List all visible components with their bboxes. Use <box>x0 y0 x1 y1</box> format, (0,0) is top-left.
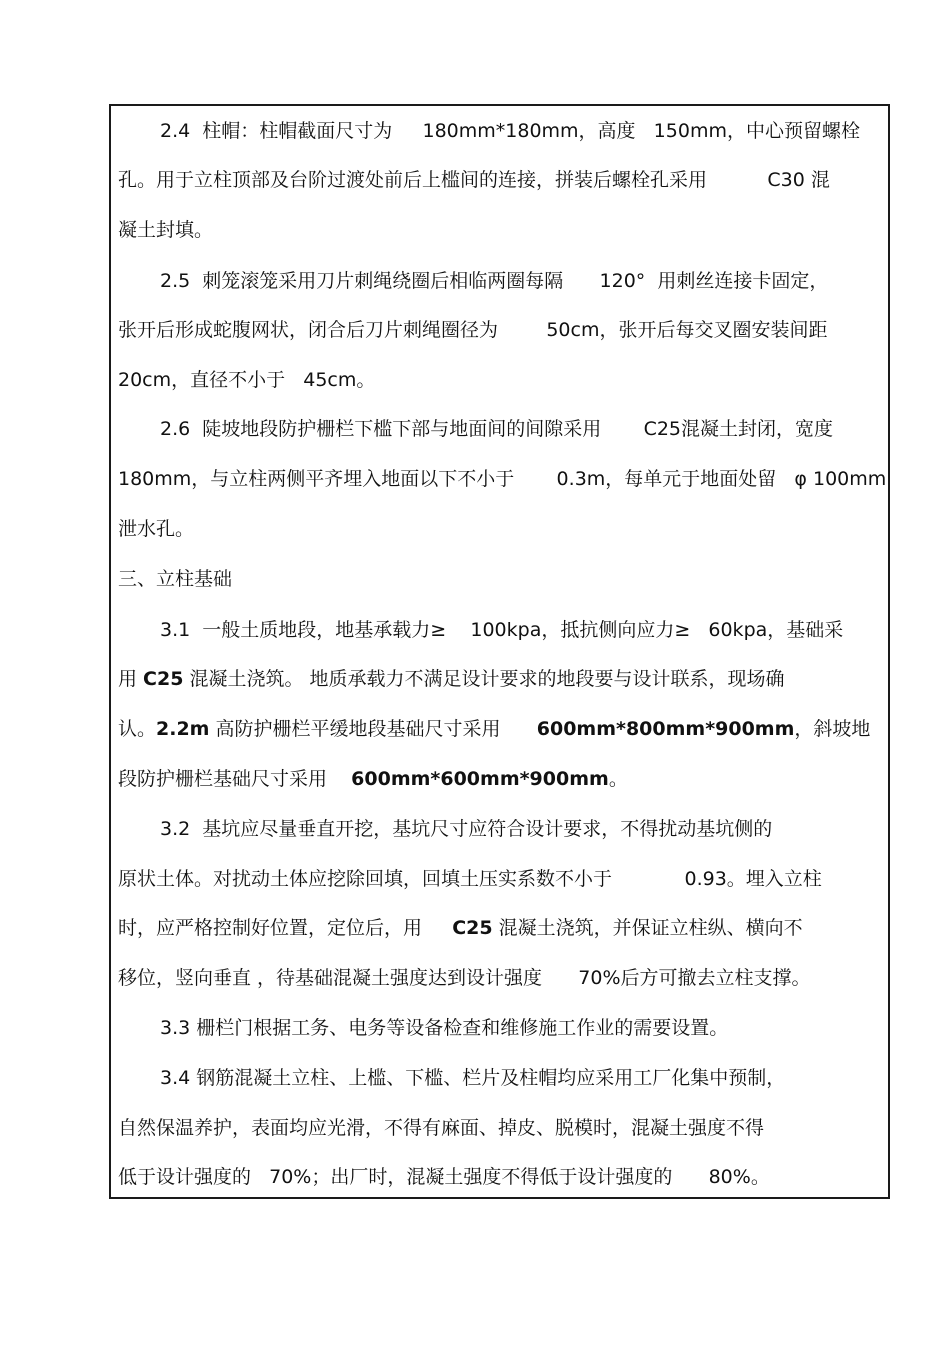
para-2-4-line-2: 孔。用于立柱顶部及台阶过渡处前后上槛间的连接，拼装后螺栓孔采用 C30 混 <box>118 169 830 191</box>
para-2-5-line-1: 2.5 刺笼滚笼采用刀片刺绳绕圈后相临两圈每隔 120° 用刺丝连接卡固定， <box>160 270 829 292</box>
para-3-4-line-2: 自然保温养护，表面均应光滑，不得有麻面、掉皮、脱模时，混凝土强度不得 <box>118 1117 765 1139</box>
para-3-2-line-4: 移位，竖向垂直 ，待基础混凝土强度达到设计强度 70%后方可撤去立柱支撑。 <box>118 967 811 989</box>
para-2-6-line-1: 2.6 陡坡地段防护栅栏下槛下部与地面间的间隙采用 C25混凝土封闭，宽度 <box>160 418 834 440</box>
para-3-2-line-2: 原状土体。对扰动土体应挖除回填，回填土压实系数不小于 0.93。埋入立柱 <box>118 868 822 890</box>
para-2-4-line-1: 2.4 柱帽：柱帽截面尺寸为 180mm*180mm，高度 150mm，中心预留螺栓 <box>160 120 860 142</box>
para-2-6-line-3: 泄水孔。 <box>118 518 195 540</box>
para-3-1-line-2: 用 C25 混凝土浇筑。 地质承载力不满足设计要求的地段要与设计联系，现场确 <box>118 668 785 690</box>
para-2-5-line-2: 张开后形成蛇腹网状，闭合后刀片刺绳圈径为 50cm，张开后每交叉圈安装间距 <box>118 319 828 341</box>
para-2-6-line-2: 180mm，与立柱两侧平齐埋入地面以下不小于 0.3m，每单元于地面处留 φ 100mm <box>118 468 887 490</box>
para-3-1-line-1: 3.1 一般土质地段，地基承载力≥ 100kpa，抵抗侧向应力≥ 60kpa，基础采 <box>160 619 844 641</box>
para-3-4-line-1: 3.4 钢筋混凝土立柱、上槛、下槛、栏片及柱帽均应采用工厂化集中预制， <box>160 1067 786 1089</box>
para-3-2-line-1: 3.2 基坑应尽量垂直开挖，基坑尺寸应符合设计要求，不得扰动基坑侧的 <box>160 818 773 840</box>
para-3-2-line-3: 时，应严格控制好位置，定位后，用 C25 混凝土浇筑，并保证立柱纵、横向不 <box>118 917 803 939</box>
para-2-5-line-3: 20cm，直径不小于 45cm。 <box>118 369 376 391</box>
para-3-4-line-3: 低于设计强度的 70%；出厂时，混凝土强度不得低于设计强度的 80%。 <box>118 1166 770 1188</box>
section-3-heading: 三、立柱基础 <box>118 568 233 590</box>
para-3-1-line-4: 段防护栅栏基础尺寸采用 600mm*600mm*900mm。 <box>118 768 628 790</box>
para-2-4-line-3: 凝土封填。 <box>118 219 214 241</box>
para-3-3-line-1: 3.3 栅栏门根据工务、电务等设备检查和维修施工作业的需要设置。 <box>160 1017 729 1039</box>
para-3-1-line-3: 认。2.2m 高防护栅栏平缓地段基础尺寸采用 600mm*800mm*900mm，斜坡地 <box>118 718 871 740</box>
